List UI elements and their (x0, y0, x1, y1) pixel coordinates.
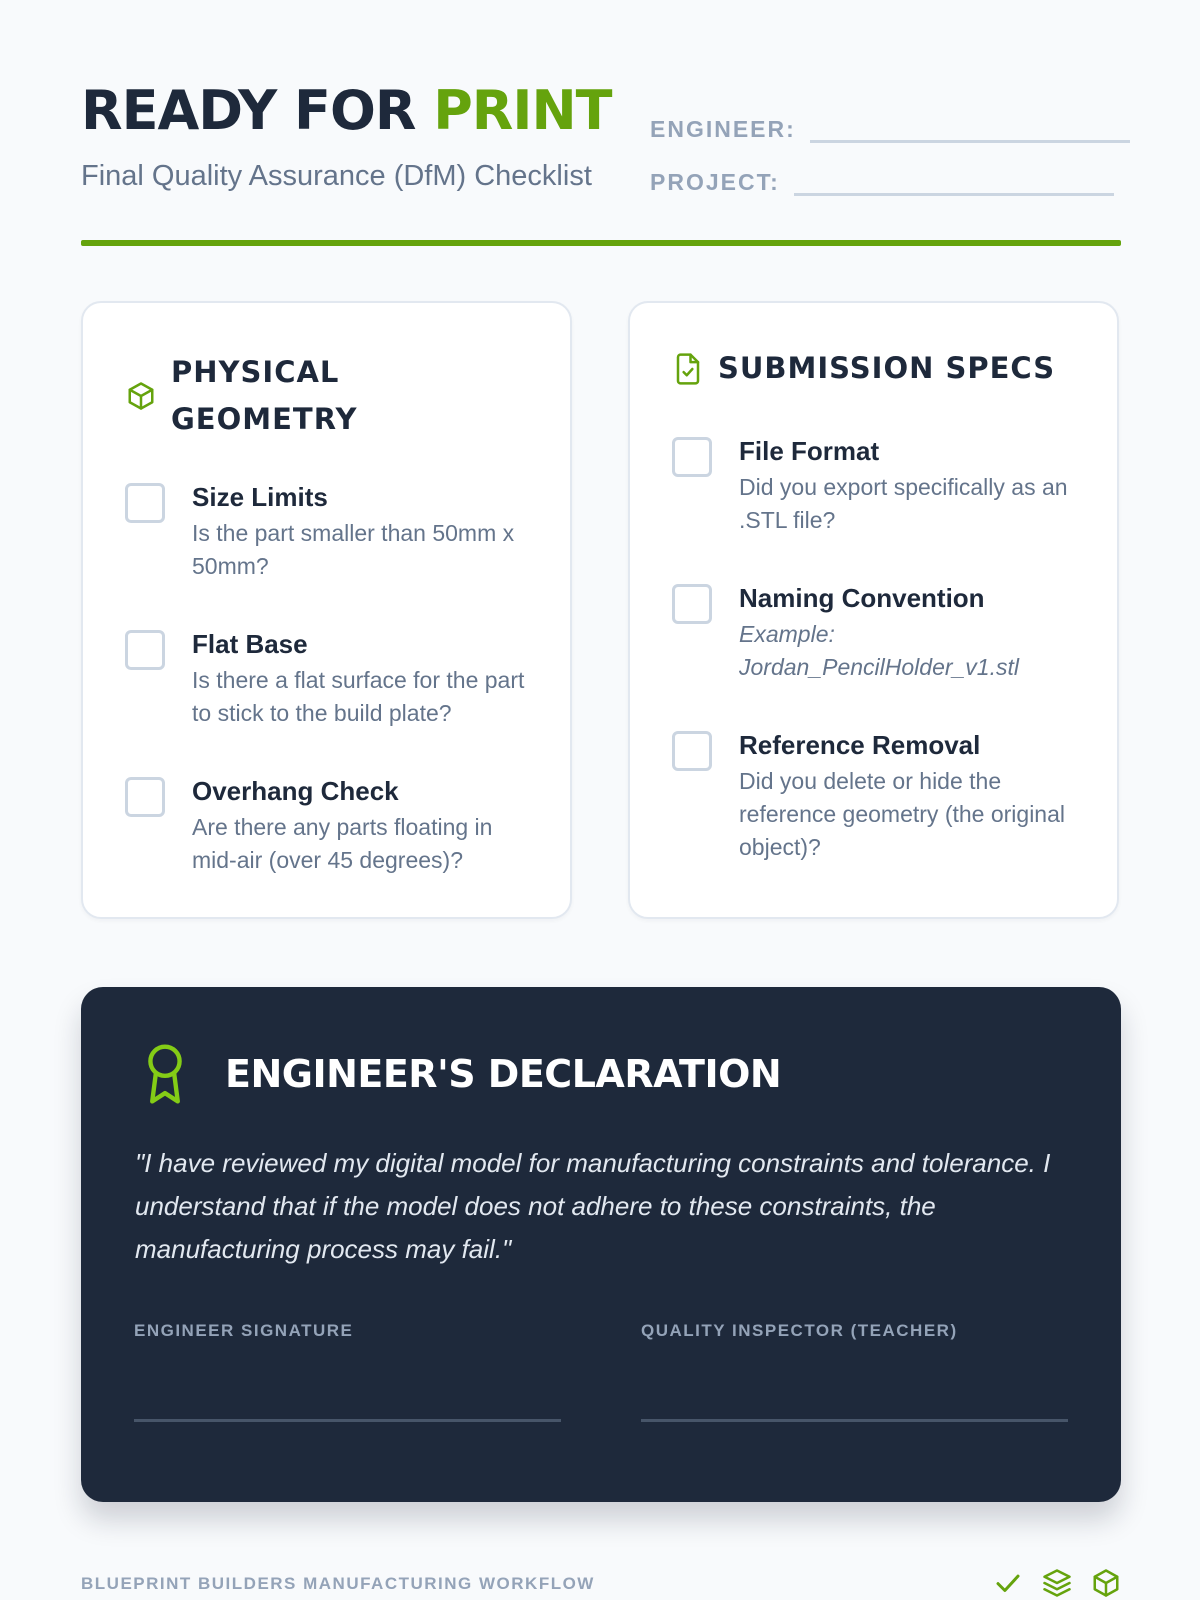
engineer-signature-line[interactable] (134, 1419, 561, 1422)
item-title: Overhang Check (192, 776, 399, 806)
footer-icons (993, 1568, 1121, 1598)
file-format-checkbox[interactable] (672, 437, 712, 477)
checklist-item (125, 627, 540, 730)
inspector-signature-line[interactable] (641, 1419, 1068, 1422)
naming-convention-checkbox[interactable] (672, 584, 712, 624)
cube-icon (126, 381, 156, 411)
item-desc: Did you delete or hide the reference geometry (the original object)? (739, 768, 1065, 860)
overhang-check-checkbox[interactable] (125, 777, 165, 817)
project-input-line[interactable] (794, 166, 1114, 196)
submission-card-title: SUBMISSION SPECS (718, 351, 1056, 385)
item-title: Flat Base (192, 629, 308, 659)
inspector-signature (641, 1321, 1068, 1422)
checklist-item (125, 774, 540, 877)
physical-title-line1: PHYSICAL (171, 355, 340, 389)
title-main: READY FOR (81, 79, 434, 142)
engineer-label: ENGINEER: (650, 116, 796, 142)
item-desc: Is there a flat surface for the part to stick to the build plate? (192, 667, 525, 726)
engineer-signature-label: ENGINEER SIGNATURE (134, 1321, 354, 1340)
header-divider (81, 240, 1121, 246)
checklist-page (81, 0, 1121, 1593)
checklist-item (672, 581, 1087, 684)
title-accent: PRINT (433, 79, 612, 142)
checklist-item (125, 480, 540, 583)
physical-title-line2: GEOMETRY (171, 402, 358, 436)
file-check-icon (673, 352, 703, 386)
check-icon (993, 1568, 1023, 1598)
project-label: PROJECT: (650, 169, 780, 195)
item-title: File Format (739, 436, 880, 466)
item-desc: Did you export specifically as an .STL file? (739, 474, 1068, 533)
page-subtitle: Final Quality Assurance (DfM) Checklist (81, 160, 592, 192)
declaration-title: ENGINEER'S DECLARATION (225, 1052, 782, 1096)
footer-text: BLUEPRINT BUILDERS MANUFACTURING WORKFLOW (81, 1574, 595, 1593)
size-limits-checkbox[interactable] (125, 483, 165, 523)
engineer-declaration (81, 987, 1121, 1502)
project-field (650, 166, 1114, 196)
item-desc: Is the part smaller than 50mm x 50mm? (192, 520, 515, 579)
layers-icon (1042, 1568, 1072, 1598)
reference-removal-checkbox[interactable] (672, 731, 712, 771)
physical-card-title (171, 349, 357, 443)
physical-geometry-card (81, 301, 572, 919)
checklist-item (672, 434, 1087, 537)
item-title: Reference Removal (739, 730, 981, 760)
physical-card-header (126, 349, 357, 443)
declaration-quote: "I have reviewed my digital model for manufacturing constraints and tolerance. I understand that if the model does not adhere to these constraints, the manufacturing process may fail." (135, 1148, 1051, 1264)
engineer-signature (134, 1321, 561, 1422)
checklist-item (672, 728, 1087, 864)
award-icon (143, 1043, 187, 1105)
item-desc: Are there any parts floating in mid-air (over 45 degrees)? (192, 814, 493, 873)
page-title (81, 79, 612, 142)
cube-icon (1091, 1568, 1121, 1598)
item-title: Size Limits (192, 482, 328, 512)
engineer-field (650, 113, 1130, 143)
submission-card-header (673, 345, 1055, 392)
flat-base-checkbox[interactable] (125, 630, 165, 670)
inspector-signature-label: QUALITY INSPECTOR (TEACHER) (641, 1321, 958, 1340)
item-desc: Example: Jordan_PencilHolder_v1.stl (739, 621, 1019, 680)
engineer-input-line[interactable] (810, 113, 1130, 143)
item-title: Naming Convention (739, 583, 985, 613)
declaration-header (143, 1043, 781, 1105)
submission-specs-card (628, 301, 1119, 919)
header (81, 0, 1121, 250)
